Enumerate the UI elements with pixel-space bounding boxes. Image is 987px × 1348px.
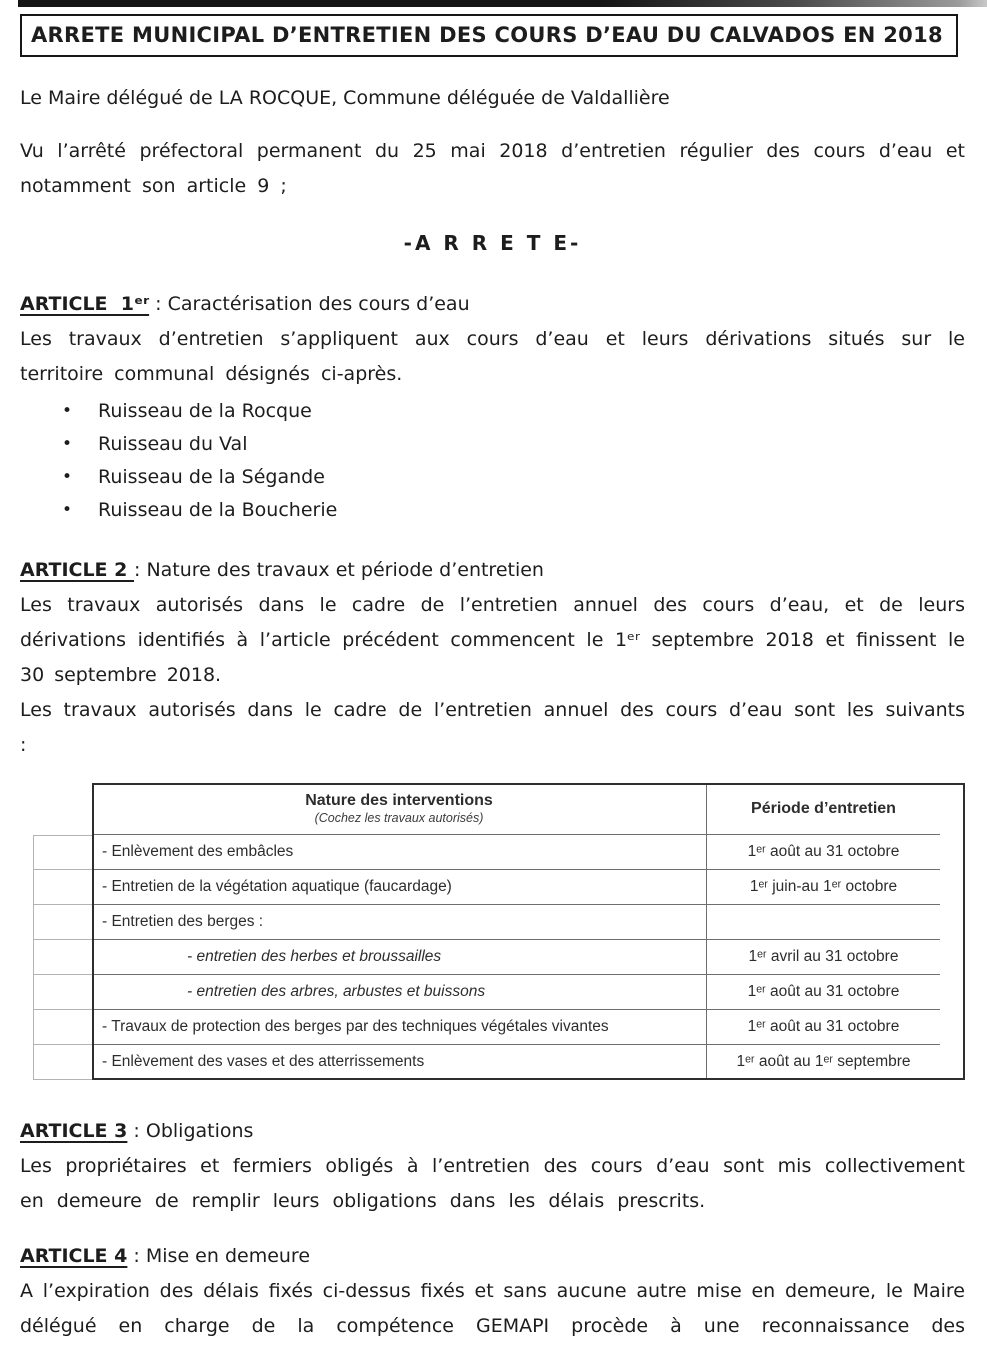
stream-name: Ruisseau du Val bbox=[98, 433, 248, 455]
checkbox-column-header-spacer bbox=[33, 783, 92, 835]
article-2-body-1: Les travaux autorisés dans le cadre de l’entretien annuel des cours d’eau, et de leurs dérivations identifiés à l’article précédent commencent le 1ᵉʳ septembre 2018 et finissent le 30 septembre 2018. bbox=[20, 594, 965, 686]
checkbox-cell bbox=[33, 940, 92, 975]
stream-name: Ruisseau de la Rocque bbox=[98, 400, 312, 422]
article-1-heading bbox=[20, 287, 965, 322]
article-4-number: ARTICLE 4 bbox=[20, 1245, 128, 1267]
article-2-body-2: Les travaux autorisés dans le cadre de l’entretien annuel des cours d’eau sont les suivants : bbox=[20, 699, 965, 756]
interventions-table bbox=[33, 783, 965, 1080]
page-title: ARRETE MUNICIPAL D’ENTRETIEN DES COURS D’EAU DU CALVADOS EN 2018 bbox=[20, 14, 958, 57]
checkbox-cell bbox=[33, 835, 92, 870]
stream-list bbox=[62, 395, 965, 527]
arrete-heading: -A R R E T E- bbox=[403, 231, 582, 255]
row-period: 1ᵉʳ août au 31 octobre bbox=[707, 975, 940, 1010]
article-3-subtitle: : Obligations bbox=[127, 1120, 254, 1142]
list-item bbox=[62, 461, 965, 494]
checkbox-cell bbox=[33, 975, 92, 1010]
checkbox-cell bbox=[33, 1010, 92, 1045]
table-header-periode: Période d’entretien bbox=[707, 783, 940, 835]
list-item bbox=[62, 428, 965, 461]
row-period bbox=[707, 905, 940, 940]
checkbox-cell bbox=[33, 1045, 92, 1080]
row-label: - entretien des arbres, arbustes et buissons bbox=[92, 975, 707, 1010]
article-3-number: ARTICLE 3 bbox=[20, 1120, 128, 1142]
row-label: - Travaux de protection des berges par des techniques végétales vivantes bbox=[92, 1010, 707, 1045]
stream-name: Ruisseau de la Boucherie bbox=[98, 499, 338, 521]
row-label: - Enlèvement des vases et des atterrissements bbox=[92, 1045, 707, 1080]
bullet-icon: • bbox=[62, 500, 73, 520]
row-period: 1ᵉʳ août au 31 octobre bbox=[707, 1010, 940, 1045]
article-4-subtitle: : Mise en demeure bbox=[127, 1245, 311, 1267]
row-label: - Enlèvement des embâcles bbox=[92, 835, 707, 870]
row-period: 1ᵉʳ juin-au 1ᵉʳ octobre bbox=[707, 870, 940, 905]
row-period: 1ᵉʳ avril au 31 octobre bbox=[707, 940, 940, 975]
article-2-subtitle: : Nature des travaux et période d’entretien bbox=[134, 559, 544, 581]
list-item bbox=[62, 395, 965, 428]
maire-line: Le Maire délégué de LA ROCQUE, Commune déléguée de Valdallière bbox=[20, 87, 670, 109]
table-header-nature bbox=[92, 783, 707, 835]
article-1-subtitle: : Caractérisation des cours d’eau bbox=[149, 293, 470, 315]
article-4-heading bbox=[20, 1239, 965, 1274]
bullet-icon: • bbox=[62, 434, 73, 454]
row-label: - Entretien de la végétation aquatique (faucardage) bbox=[92, 870, 707, 905]
checkbox-cell bbox=[33, 905, 92, 940]
row-period: 1ᵉʳ août au 1ᵉʳ septembre bbox=[707, 1045, 940, 1080]
article-4-body: A l’expiration des délais fixés ci-dessus fixés et sans aucune autre mise en demeure, le Maire délégué en charge de la compétence GEMAPI procède à une reconnaissance des bbox=[20, 1280, 965, 1337]
bullet-icon: • bbox=[62, 401, 73, 421]
article-1-body: Les travaux d’entretien s’appliquent aux cours d’eau et leurs dérivations situés sur le territoire communal désignés ci-après. bbox=[20, 328, 965, 385]
article-2-heading bbox=[20, 553, 965, 588]
scan-artifact-line bbox=[18, 0, 987, 7]
row-label: - entretien des herbes et broussailles bbox=[92, 940, 707, 975]
article-3-heading bbox=[20, 1114, 965, 1149]
vu-paragraph: Vu l’arrêté préfectoral permanent du 25 mai 2018 d’entretien régulier des cours d’eau et notamment son article 9 ; bbox=[20, 140, 965, 197]
table-header-nature-title: Nature des interventions bbox=[305, 792, 493, 809]
list-item bbox=[62, 494, 965, 527]
article-3-body: Les propriétaires et fermiers obligés à l’entretien des cours d’eau sont mis collectivement en demeure de remplir leurs obligations dans les délais prescrits. bbox=[20, 1155, 965, 1212]
stream-name: Ruisseau de la Ségande bbox=[98, 466, 325, 488]
bullet-icon: • bbox=[62, 467, 73, 487]
row-period: 1ᵉʳ août au 31 octobre bbox=[707, 835, 940, 870]
row-label: - Entretien des berges : bbox=[92, 905, 707, 940]
table-header-nature-subtitle: (Cochez les travaux autorisés) bbox=[314, 811, 484, 825]
article-2-number: ARTICLE 2 bbox=[20, 559, 134, 581]
article-1-number: ARTICLE 1ᵉʳ bbox=[20, 293, 150, 315]
checkbox-cell bbox=[33, 870, 92, 905]
